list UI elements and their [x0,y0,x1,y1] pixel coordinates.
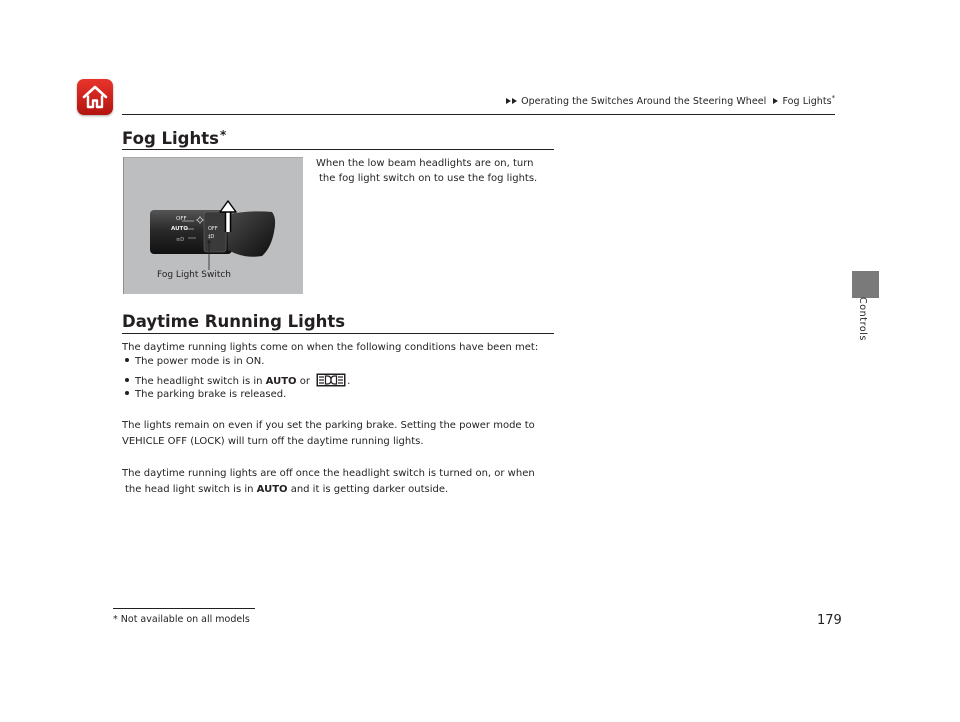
drl-bullet-1 [125,356,264,367]
page-number: 179 [817,613,842,628]
breadcrumb-current: Fog Lights [782,96,832,108]
drl-rule [122,333,554,334]
fog-description-line: When the low beam headlights are on, turn [316,158,534,169]
bullet-text: or [296,376,314,387]
bullet-text: The power mode is in ON. [135,356,265,367]
breadcrumb [506,94,835,107]
breadcrumb-arrow-icon [512,98,517,104]
bullet-text: . [347,376,351,387]
paragraph-line: The lights remain on even if you set the parking brake. Setting the power mode to [122,420,535,431]
paragraph-line: the head light switch is in AUTO and it is getting darker outside. [125,484,449,495]
drl-heading: Daytime Running Lights [122,312,346,331]
breadcrumb-arrow-icon [773,98,778,104]
fog-light-switch-label: Fog Light Switch [157,270,232,280]
fog-lights-heading [122,128,226,148]
bullet-dot [125,358,129,362]
auto-keyword: AUTO [256,484,288,495]
breadcrumb-arrow-icon [506,98,511,104]
drl-bullet-3 [125,389,286,400]
footnote-rule [113,608,255,609]
lever-auto-text: AUTO [171,226,188,232]
headlight-icon [316,373,346,387]
side-tab-block[interactable] [852,271,879,298]
lever-low-beam-mark: ≡D [176,237,185,243]
fog-lights-title: Fog Lights [122,129,219,148]
breadcrumb-link-section[interactable]: Operating the Switches Around the Steering Wheel [521,96,767,108]
drl-bullet-2 [125,373,350,387]
footnote: * Not available on all models [113,614,250,625]
bullet-dot [125,391,129,395]
breadcrumb-asterisk: * [831,94,836,102]
auto-keyword: AUTO [265,376,297,387]
lever-off-text: OFF [176,216,187,222]
fog-lights-asterisk: * [219,128,227,142]
bullet-text: The headlight switch is in [135,376,266,387]
lever-ring-off-text: OFF [208,226,218,232]
fog-lights-rule [122,149,554,150]
paragraph-line: VEHICLE OFF (LOCK) will turn off the daytime running lights. [122,436,424,447]
fog-description-line: the fog light switch on to use the fog lights. [319,173,538,184]
paragraph-line: The daytime running lights are off once the headlight switch is turned on, or when [122,468,535,479]
bullet-dot [125,378,129,382]
bullet-text: The parking brake is released. [135,389,287,400]
header-rule [122,114,835,115]
drl-paragraph-2 [122,466,535,498]
home-button[interactable] [77,79,113,115]
lever-fog-mark: ‡D [208,234,215,240]
home-icon [81,83,109,111]
side-tab-label[interactable]: Controls [857,297,868,342]
drl-paragraph-1 [122,418,535,450]
fog-lights-description [316,156,537,186]
drl-intro: The daytime running lights come on when the following conditions have been met: [122,342,539,353]
